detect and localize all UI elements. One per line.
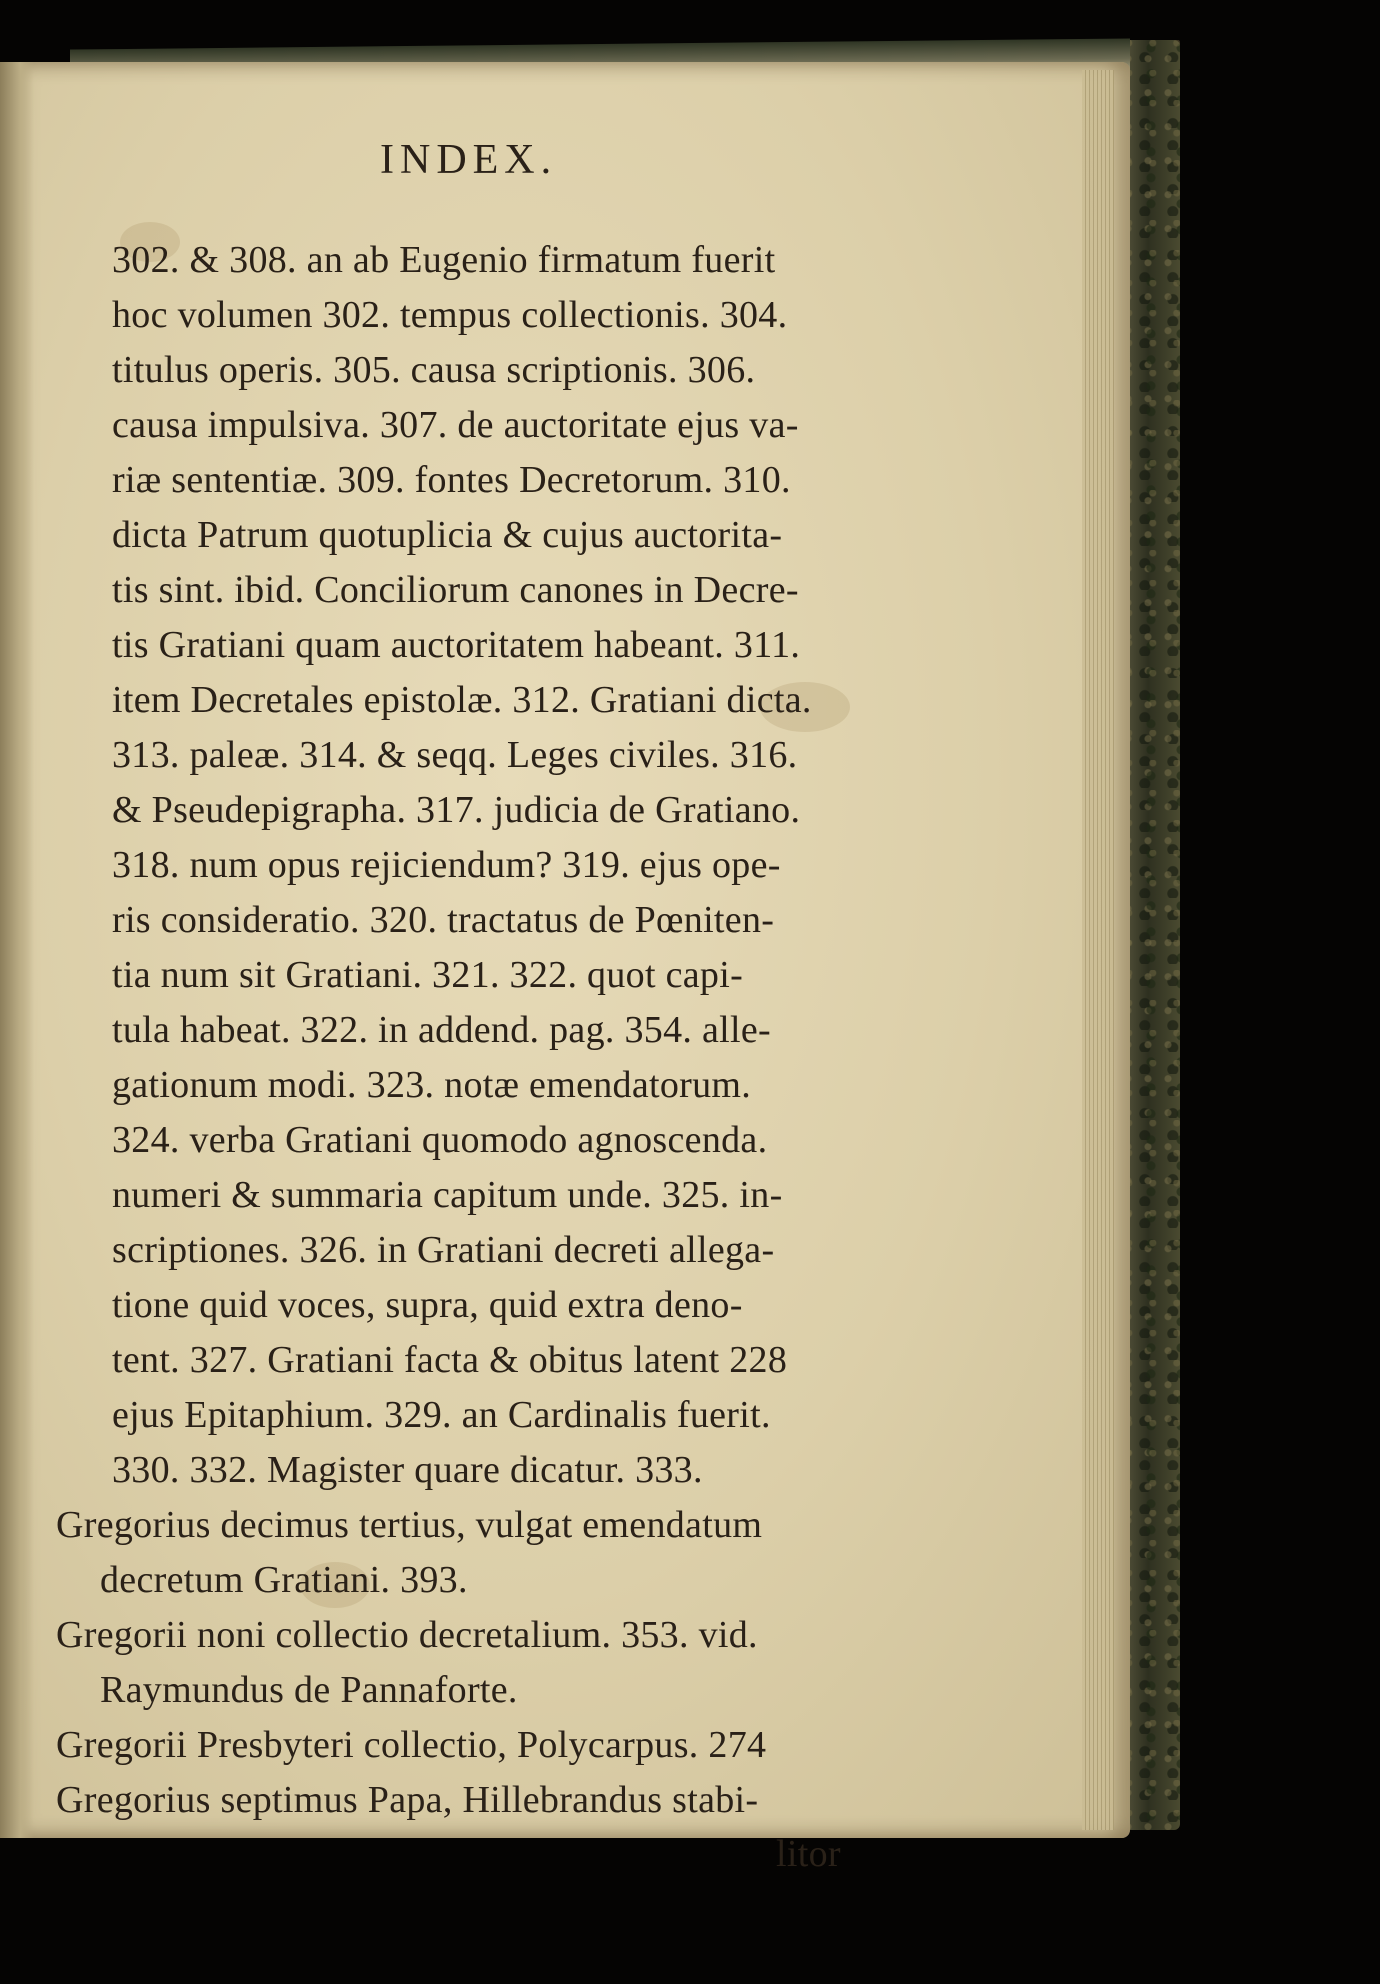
index-line: titulus operis. 305. causa scriptionis. 306.: [112, 349, 756, 391]
index-entry: Gregorii noni collectio decretalium. 353. vid.: [56, 1614, 758, 1656]
running-header: INDEX.: [380, 137, 558, 183]
index-line: tia num sit Gratiani. 321. 322. quot capi-: [112, 954, 744, 996]
index-line: tis Gratiani quam auctoritatem habeant. 311.: [112, 624, 801, 666]
index-line: numeri & summaria capitum unde. 325. in-: [112, 1174, 783, 1216]
index-line: 324. verba Gratiani quomodo agnoscenda.: [112, 1119, 768, 1161]
index-line: ris consideratio. 320. tractatus de Pœniten-: [112, 899, 775, 941]
index-line: 330. 332. Magister quare dicatur. 333.: [112, 1449, 703, 1491]
catchword: litor: [776, 1833, 841, 1875]
index-line: decretum Gratiani. 393.: [100, 1559, 468, 1601]
index-line: riæ sententiæ. 309. fontes Decretorum. 310.: [112, 459, 791, 501]
index-line: hoc volumen 302. tempus collectionis. 304.: [112, 294, 788, 336]
index-entry: Gregorius septimus Papa, Hillebrandus stabi-: [56, 1779, 759, 1821]
index-line: 313. paleæ. 314. & seqq. Leges civiles. 316.: [112, 734, 798, 776]
index-line: 318. num opus rejiciendum? 319. ejus ope-: [112, 844, 781, 886]
index-line: item Decretales epistolæ. 312. Gratiani dicta.: [112, 679, 812, 721]
index-entry: Gregorius decimus tertius, vulgat emendatum: [56, 1504, 763, 1546]
index-line: tione quid voces, supra, quid extra deno-: [112, 1284, 743, 1326]
index-line: scriptiones. 326. in Gratiani decreti allega-: [112, 1229, 775, 1271]
index-line: tula habeat. 322. in addend. pag. 354. alle-: [112, 1009, 771, 1051]
index-line: 302. & 308. an ab Eugenio firmatum fuerit: [112, 239, 776, 281]
index-line: gationum modi. 323. notæ emendatorum.: [112, 1064, 752, 1106]
index-entry: Gregorii Presbyteri collectio, Polycarpus. 274: [56, 1724, 767, 1766]
index-line: Raymundus de Pannaforte.: [100, 1669, 518, 1711]
index-line: tis sint. ibid. Conciliorum canones in Decre-: [112, 569, 799, 611]
index-line: dicta Patrum quotuplicia & cujus auctorita-: [112, 514, 783, 556]
index-line: tent. 327. Gratiani facta & obitus latent 228: [112, 1339, 788, 1381]
index-line: causa impulsiva. 307. de auctoritate ejus va-: [112, 404, 799, 446]
index-line: ejus Epitaphium. 329. an Cardinalis fuerit.: [112, 1394, 771, 1436]
index-line: & Pseudepigrapha. 317. judicia de Gratiano.: [112, 789, 801, 831]
